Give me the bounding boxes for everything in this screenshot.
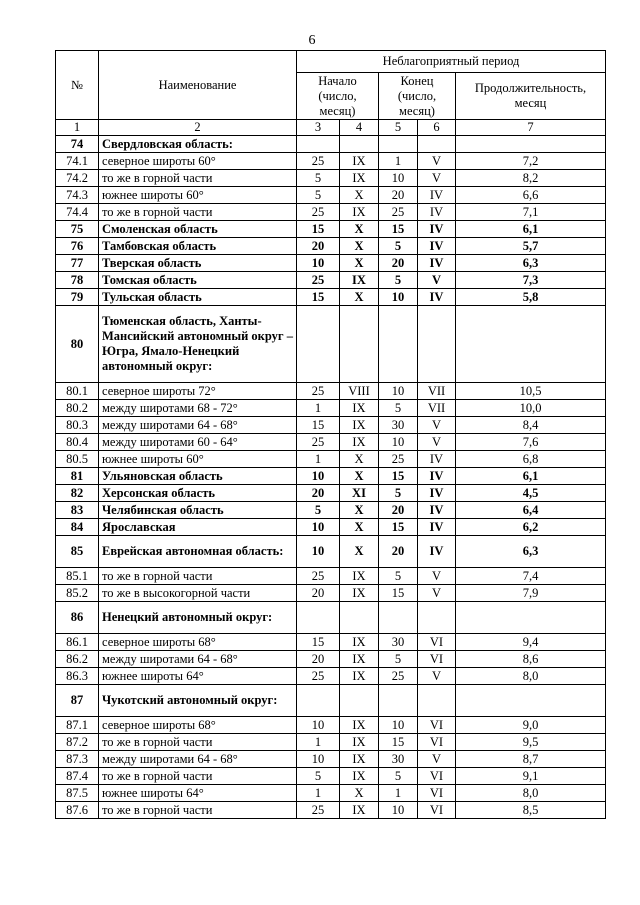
end-month: VI: [418, 717, 456, 734]
duration: 9,0: [456, 717, 606, 734]
start-month: IX: [340, 434, 379, 451]
end-day: 5: [379, 238, 418, 255]
end-month: IV: [418, 187, 456, 204]
duration: 8,2: [456, 170, 606, 187]
duration: 5,7: [456, 238, 606, 255]
end-month: IV: [418, 519, 456, 536]
row-name: южнее широты 64°: [99, 668, 297, 685]
end-day: 20: [379, 255, 418, 272]
table-row: [56, 417, 606, 434]
row-name: Тверская область: [99, 255, 297, 272]
start-day: [297, 136, 340, 153]
end-day: [379, 685, 418, 717]
index-cell: 6: [418, 120, 456, 136]
row-name: Ненецкий автономный округ:: [99, 602, 297, 634]
row-name: северное широты 60°: [99, 153, 297, 170]
row-number: 74.1: [56, 153, 99, 170]
start-month: X: [340, 451, 379, 468]
table-row: [56, 383, 606, 400]
row-name: между широтами 68 - 72°: [99, 400, 297, 417]
row-number: 75: [56, 221, 99, 238]
row-name: то же в горной части: [99, 204, 297, 221]
end-month: V: [418, 568, 456, 585]
header-duration: [456, 73, 606, 120]
end-month: V: [418, 434, 456, 451]
table-row: [56, 468, 606, 485]
end-day: 10: [379, 170, 418, 187]
end-day: 15: [379, 221, 418, 238]
table-row: [56, 785, 606, 802]
table-row: [56, 802, 606, 819]
duration: 6,1: [456, 468, 606, 485]
table-row: [56, 485, 606, 502]
table-row: [56, 717, 606, 734]
row-name: Ярославская: [99, 519, 297, 536]
row-name: между широтами 64 - 68°: [99, 651, 297, 668]
row-number: 87.2: [56, 734, 99, 751]
table-row: [56, 204, 606, 221]
end-day: 20: [379, 536, 418, 568]
row-name: Челябинская область: [99, 502, 297, 519]
table-row: [56, 668, 606, 685]
duration: 9,1: [456, 768, 606, 785]
end-day: 10: [379, 717, 418, 734]
duration: 7,4: [456, 568, 606, 585]
start-month: IX: [340, 634, 379, 651]
row-number: 86.3: [56, 668, 99, 685]
end-month: IV: [418, 536, 456, 568]
duration: 4,5: [456, 485, 606, 502]
start-day: 25: [297, 668, 340, 685]
start-month: X: [340, 238, 379, 255]
header-end-line3: месяц): [399, 103, 435, 118]
end-month: [418, 685, 456, 717]
start-day: 20: [297, 238, 340, 255]
table-row: [56, 187, 606, 204]
table-row: [56, 451, 606, 468]
header-start: [297, 73, 379, 120]
end-day: 10: [379, 289, 418, 306]
end-day: 15: [379, 468, 418, 485]
index-cell: 1: [56, 120, 99, 136]
row-number: 74.2: [56, 170, 99, 187]
header-end-line1: Конец: [400, 73, 434, 88]
index-cell: 3: [297, 120, 340, 136]
duration: 7,6: [456, 434, 606, 451]
header-row-top: [56, 51, 606, 73]
duration: 10,0: [456, 400, 606, 417]
table-row: [56, 400, 606, 417]
start-month: XI: [340, 485, 379, 502]
table-row: [56, 306, 606, 383]
header-period: Неблагоприятный период: [297, 51, 606, 73]
row-number: 80: [56, 306, 99, 383]
duration: 6,3: [456, 536, 606, 568]
start-month: IX: [340, 668, 379, 685]
header-start-line1: Начало: [318, 73, 357, 88]
table-row: [56, 170, 606, 187]
row-number: 80.3: [56, 417, 99, 434]
header-end: [379, 73, 456, 120]
start-day: 15: [297, 634, 340, 651]
end-day: 1: [379, 785, 418, 802]
end-month: VII: [418, 400, 456, 417]
start-month: X: [340, 785, 379, 802]
table-row: [56, 289, 606, 306]
header-end-line2: (число,: [397, 88, 437, 103]
row-number: 87: [56, 685, 99, 717]
start-day: 20: [297, 585, 340, 602]
end-month: [418, 602, 456, 634]
end-day: 5: [379, 651, 418, 668]
start-day: 5: [297, 502, 340, 519]
table-row: [56, 272, 606, 289]
start-month: X: [340, 289, 379, 306]
unfavorable-period-table: [55, 50, 606, 819]
end-day: 15: [379, 734, 418, 751]
row-name: Смоленская область: [99, 221, 297, 238]
row-name: Томская область: [99, 272, 297, 289]
duration: 7,9: [456, 585, 606, 602]
header-duration-line1: Продолжительность,: [474, 81, 587, 95]
end-day: 25: [379, 451, 418, 468]
end-month: IV: [418, 289, 456, 306]
duration: [456, 136, 606, 153]
row-name: Ульяновская область: [99, 468, 297, 485]
table-row: [56, 221, 606, 238]
start-day: 10: [297, 255, 340, 272]
end-month: VI: [418, 651, 456, 668]
duration: 5,8: [456, 289, 606, 306]
start-day: [297, 306, 340, 383]
table-row: [56, 434, 606, 451]
end-month: IV: [418, 468, 456, 485]
end-month: V: [418, 668, 456, 685]
end-month: [418, 136, 456, 153]
row-number: 74.3: [56, 187, 99, 204]
row-number: 81: [56, 468, 99, 485]
table-row: [56, 536, 606, 568]
row-number: 80.4: [56, 434, 99, 451]
row-name: то же в горной части: [99, 768, 297, 785]
row-number: 87.4: [56, 768, 99, 785]
end-month: VI: [418, 768, 456, 785]
table-row: [56, 585, 606, 602]
row-number: 87.5: [56, 785, 99, 802]
end-month: IV: [418, 255, 456, 272]
duration: 6,1: [456, 221, 606, 238]
table-row: [56, 519, 606, 536]
start-month: [340, 685, 379, 717]
end-month: V: [418, 751, 456, 768]
start-day: 10: [297, 519, 340, 536]
start-month: [340, 136, 379, 153]
end-day: 25: [379, 204, 418, 221]
end-day: 10: [379, 802, 418, 819]
end-month: V: [418, 170, 456, 187]
row-name: то же в горной части: [99, 734, 297, 751]
start-day: [297, 685, 340, 717]
row-number: 80.1: [56, 383, 99, 400]
header-name: Наименование: [99, 51, 297, 120]
table-row: [56, 751, 606, 768]
start-day: 15: [297, 417, 340, 434]
table-row: [56, 255, 606, 272]
start-month: X: [340, 468, 379, 485]
end-month: VI: [418, 734, 456, 751]
table-row: [56, 153, 606, 170]
end-month: VI: [418, 785, 456, 802]
duration: 9,5: [456, 734, 606, 751]
start-day: 10: [297, 717, 340, 734]
end-day: 10: [379, 383, 418, 400]
row-number: 86: [56, 602, 99, 634]
row-name: южнее широты 64°: [99, 785, 297, 802]
start-month: X: [340, 502, 379, 519]
duration: 8,6: [456, 651, 606, 668]
header-start-line3: месяц): [319, 103, 356, 118]
row-name: Херсонская область: [99, 485, 297, 502]
table-row: [56, 651, 606, 668]
duration: 10,5: [456, 383, 606, 400]
end-day: 30: [379, 751, 418, 768]
end-day: 1: [379, 153, 418, 170]
start-day: 1: [297, 785, 340, 802]
start-day: 5: [297, 187, 340, 204]
duration: 6,4: [456, 502, 606, 519]
start-month: IX: [340, 170, 379, 187]
row-name: то же в горной части: [99, 568, 297, 585]
start-day: [297, 602, 340, 634]
start-month: IX: [340, 651, 379, 668]
start-month: X: [340, 519, 379, 536]
table-row: [56, 685, 606, 717]
row-number: 82: [56, 485, 99, 502]
start-day: 1: [297, 400, 340, 417]
duration: 8,7: [456, 751, 606, 768]
end-month: V: [418, 585, 456, 602]
end-day: 25: [379, 668, 418, 685]
index-row: [56, 120, 606, 136]
start-month: IX: [340, 751, 379, 768]
row-number: 80.2: [56, 400, 99, 417]
end-day: [379, 602, 418, 634]
end-month: IV: [418, 238, 456, 255]
end-month: VII: [418, 383, 456, 400]
start-day: 25: [297, 568, 340, 585]
duration: 6,3: [456, 255, 606, 272]
start-month: VIII: [340, 383, 379, 400]
duration: [456, 306, 606, 383]
table-row: [56, 238, 606, 255]
row-number: 85: [56, 536, 99, 568]
header-duration-line2: месяц: [514, 96, 547, 110]
end-day: 10: [379, 434, 418, 451]
end-month: IV: [418, 221, 456, 238]
table-row: [56, 136, 606, 153]
row-name: Чукотский автономный округ:: [99, 685, 297, 717]
end-day: 30: [379, 634, 418, 651]
row-name: северное широты 72°: [99, 383, 297, 400]
header-num: №: [56, 51, 99, 120]
duration: [456, 602, 606, 634]
index-cell: 7: [456, 120, 606, 136]
row-name: то же в высокогорной части: [99, 585, 297, 602]
end-month: VI: [418, 634, 456, 651]
duration: [456, 685, 606, 717]
duration: 8,4: [456, 417, 606, 434]
row-number: 86.2: [56, 651, 99, 668]
row-number: 76: [56, 238, 99, 255]
row-number: 85.2: [56, 585, 99, 602]
start-day: 25: [297, 383, 340, 400]
end-month: IV: [418, 502, 456, 519]
duration: 6,2: [456, 519, 606, 536]
end-month: IV: [418, 451, 456, 468]
row-number: 79: [56, 289, 99, 306]
start-month: IX: [340, 153, 379, 170]
end-month: V: [418, 153, 456, 170]
start-month: IX: [340, 272, 379, 289]
start-month: X: [340, 221, 379, 238]
end-day: [379, 136, 418, 153]
start-day: 10: [297, 751, 340, 768]
start-day: 25: [297, 153, 340, 170]
start-month: X: [340, 187, 379, 204]
start-day: 15: [297, 221, 340, 238]
duration: 6,8: [456, 451, 606, 468]
start-month: X: [340, 536, 379, 568]
index-cell: 5: [379, 120, 418, 136]
start-month: [340, 602, 379, 634]
table-row: [56, 602, 606, 634]
duration: 7,1: [456, 204, 606, 221]
start-month: IX: [340, 802, 379, 819]
end-month: VI: [418, 802, 456, 819]
row-name: Свердловская область:: [99, 136, 297, 153]
table-row: [56, 734, 606, 751]
row-name: Тюменская область, Ханты-Мансийский автономный округ – Югра, Ямало-Ненецкий автономный округ:: [99, 306, 297, 383]
row-name: Тамбовская область: [99, 238, 297, 255]
table-row: [56, 768, 606, 785]
row-number: 85.1: [56, 568, 99, 585]
start-day: 1: [297, 451, 340, 468]
duration: 6,6: [456, 187, 606, 204]
start-day: 25: [297, 434, 340, 451]
row-name: северное широты 68°: [99, 717, 297, 734]
row-number: 78: [56, 272, 99, 289]
duration: 7,3: [456, 272, 606, 289]
end-day: 5: [379, 272, 418, 289]
table-row: [56, 568, 606, 585]
row-name: между широтами 64 - 68°: [99, 751, 297, 768]
end-day: 30: [379, 417, 418, 434]
end-day: 5: [379, 485, 418, 502]
end-day: 5: [379, 568, 418, 585]
row-name: между широтами 60 - 64°: [99, 434, 297, 451]
duration: 8,5: [456, 802, 606, 819]
row-number: 83: [56, 502, 99, 519]
row-name: то же в горной части: [99, 802, 297, 819]
end-day: 15: [379, 585, 418, 602]
start-month: IX: [340, 417, 379, 434]
row-number: 80.5: [56, 451, 99, 468]
start-month: IX: [340, 734, 379, 751]
header-start-line2: (число,: [318, 88, 357, 103]
index-cell: 4: [340, 120, 379, 136]
start-month: IX: [340, 568, 379, 585]
start-day: 5: [297, 768, 340, 785]
start-month: IX: [340, 204, 379, 221]
start-day: 1: [297, 734, 340, 751]
start-day: 20: [297, 485, 340, 502]
row-name: Тульская область: [99, 289, 297, 306]
start-month: [340, 306, 379, 383]
end-day: 5: [379, 768, 418, 785]
row-number: 77: [56, 255, 99, 272]
end-month: IV: [418, 485, 456, 502]
end-month: V: [418, 417, 456, 434]
row-name: Еврейская автономная область:: [99, 536, 297, 568]
row-number: 84: [56, 519, 99, 536]
duration: 8,0: [456, 668, 606, 685]
duration: 8,0: [456, 785, 606, 802]
page-number: 6: [308, 33, 316, 48]
start-day: 25: [297, 272, 340, 289]
end-day: [379, 306, 418, 383]
start-month: X: [340, 255, 379, 272]
start-month: IX: [340, 768, 379, 785]
start-month: IX: [340, 717, 379, 734]
row-number: 87.1: [56, 717, 99, 734]
table-row: [56, 502, 606, 519]
row-name: южнее широты 60°: [99, 187, 297, 204]
row-name: северное широты 68°: [99, 634, 297, 651]
row-number: 86.1: [56, 634, 99, 651]
row-number: 87.3: [56, 751, 99, 768]
end-day: 5: [379, 400, 418, 417]
start-day: 15: [297, 289, 340, 306]
row-number: 74.4: [56, 204, 99, 221]
row-number: 87.6: [56, 802, 99, 819]
start-day: 25: [297, 802, 340, 819]
row-name: то же в горной части: [99, 170, 297, 187]
end-month: [418, 306, 456, 383]
end-month: IV: [418, 204, 456, 221]
index-cell: 2: [99, 120, 297, 136]
end-day: 20: [379, 187, 418, 204]
duration: 7,2: [456, 153, 606, 170]
start-day: 20: [297, 651, 340, 668]
start-month: IX: [340, 400, 379, 417]
duration: 9,4: [456, 634, 606, 651]
start-day: 5: [297, 170, 340, 187]
start-day: 10: [297, 468, 340, 485]
end-month: V: [418, 272, 456, 289]
start-month: IX: [340, 585, 379, 602]
end-day: 15: [379, 519, 418, 536]
row-name: между широтами 64 - 68°: [99, 417, 297, 434]
row-number: 74: [56, 136, 99, 153]
start-day: 10: [297, 536, 340, 568]
table-row: [56, 634, 606, 651]
start-day: 25: [297, 204, 340, 221]
row-name: южнее широты 60°: [99, 451, 297, 468]
end-day: 20: [379, 502, 418, 519]
